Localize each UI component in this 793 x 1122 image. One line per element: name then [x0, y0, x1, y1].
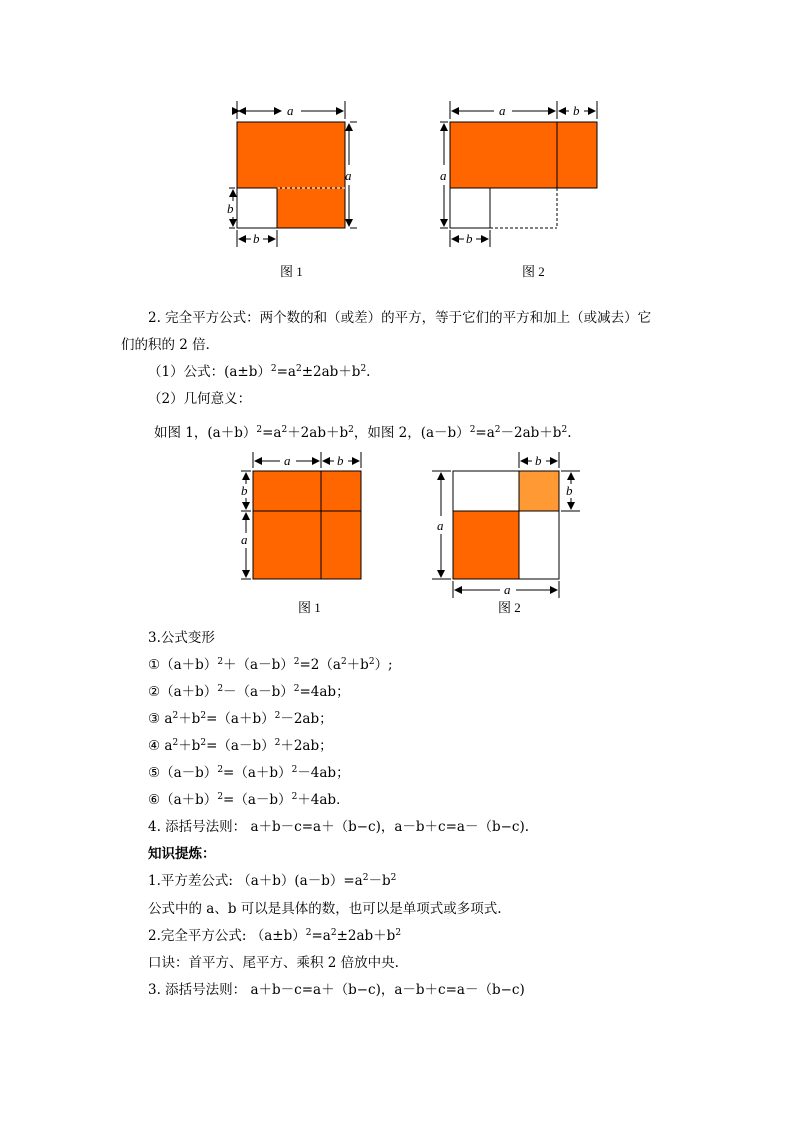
label-b-top: b: [337, 453, 344, 468]
summary-line2: 公式中的 a、b 可以是具体的数，也可以是单项式或多项式.: [148, 901, 502, 917]
section2-geo-title: （2）几何意义：: [148, 391, 252, 407]
label-a-right: a: [345, 168, 352, 183]
diagram-mid-fig2: [428, 448, 588, 603]
caption-top-fig1: 图 1: [280, 264, 303, 279]
caption-top-fig2: 图 2: [522, 264, 545, 279]
label-b-right: b: [566, 483, 573, 498]
section2-formula: （1）公式：$(a\pm b)^2=a^2\pm 2ab+b^2$.: [148, 364, 371, 380]
summary-title: 知识提炼：: [148, 846, 216, 862]
diagram-top-fig1: [225, 95, 365, 255]
formula-item: ④ $a^2+b^2=(a-b)^2+2ab$；: [148, 738, 333, 754]
summary-line4: 口诀：首平方、尾平方、乘积 2 倍放中央.: [148, 955, 399, 971]
label-b-bottom: b: [253, 231, 260, 246]
section2-geo-formula: 如图 1，$(a+b)^2=a^2+2ab+b^2$，如图 2，$(a-b)^2=a^2-2ab+b^2$.: [154, 425, 572, 441]
summary-line1: 1.平方差公式: $(a+b)(a-b)=a^2-b^2$: [148, 873, 397, 889]
label-b-bottom: b: [466, 231, 473, 246]
section2-line2: 们的积的 2 倍．: [121, 337, 220, 353]
formula-item: $⑥(a+b)^2=(a-b)^2+4ab$．: [148, 792, 350, 808]
formula-item: $①(a+b)^2+(a-b)^2=2(a^2+b^2)$;: [148, 657, 393, 673]
label-b-top: b: [573, 103, 580, 118]
summary-line3: 2.完全平方公式: $(a\pm b)^2=a^2\pm 2ab+b^2$: [148, 928, 402, 944]
label-a-left: a: [440, 168, 447, 183]
formula-item: $⑤(a-b)^2=(a+b)^2-4ab$；: [148, 765, 350, 781]
label-a-top: a: [287, 103, 294, 118]
label-a-bottom: a: [504, 582, 511, 597]
formula-item: ③ $a^2+b^2=(a+b)^2-2ab$；: [148, 711, 333, 727]
label-b-left: b: [241, 483, 248, 498]
label-b-left: b: [227, 201, 234, 216]
label-a-top: a: [284, 453, 291, 468]
label-a-top: a: [499, 103, 506, 118]
label-a-left: a: [241, 532, 248, 547]
caption-mid-fig2: 图 2: [498, 600, 521, 615]
label-a-left: a: [437, 518, 444, 533]
summary-line5: 3. 添括号法则： a＋b－c=a＋（b−c)，a－b＋c=a－（b−c): [148, 982, 525, 998]
diagram-top-fig2: [436, 95, 606, 255]
section3-title: 3.公式变形: [148, 630, 215, 646]
section4-text: 4. 添括号法则： a＋b－c=a＋（b−c)，a－b＋c=a－（b−c).: [148, 819, 530, 835]
section2-line1: 2. 完全平方公式：两个数的和（或差）的平方，等于它们的平方和加上（或减去）它: [148, 310, 652, 326]
caption-mid-fig1: 图 1: [298, 600, 321, 615]
diagram-mid-fig1: [238, 448, 368, 588]
formula-item: $②(a+b)^2-(a-b)^2=4ab$；: [148, 684, 350, 700]
label-b-top: b: [535, 453, 542, 468]
